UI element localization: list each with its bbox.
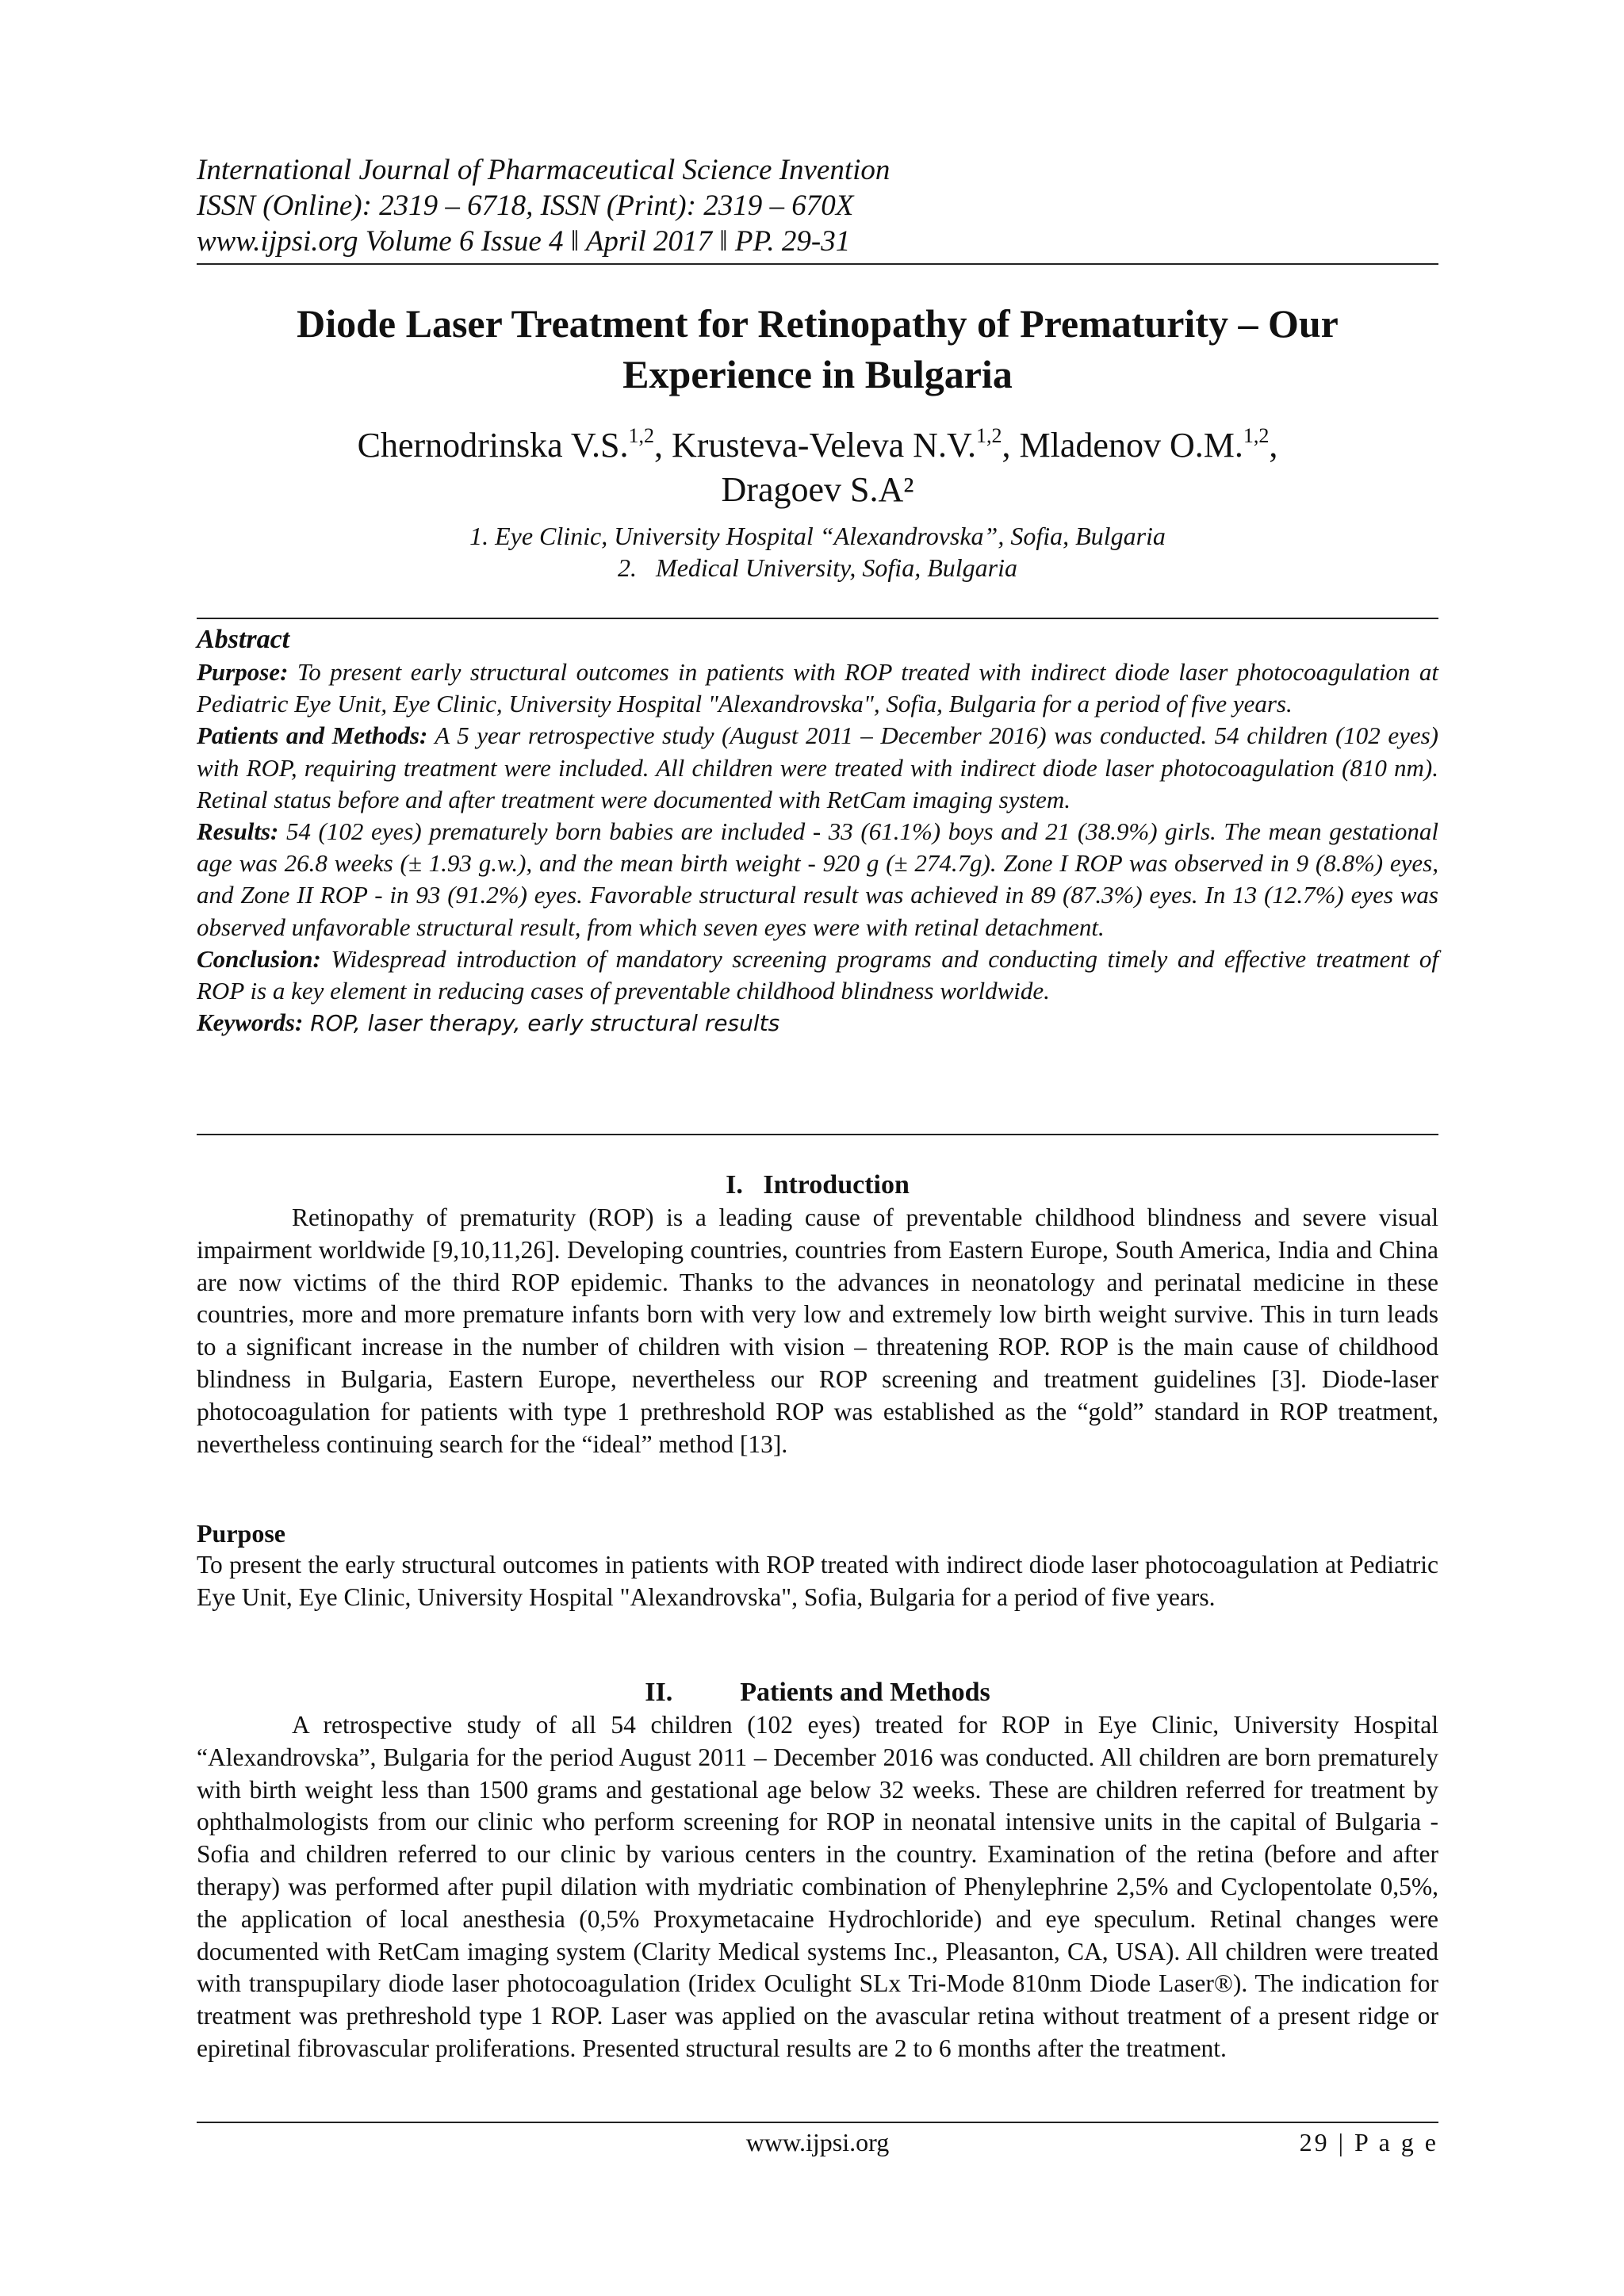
abstract-methods-text: A 5 year retrospective study (August 2011 – December 2016) was conducted. 54 children (102 eyes) with ROP, requiring treatment were included. All children were treated with indirect diode laser photocoagulation (810 nm). Retinal status before and after treatment were documented with RetCam imaging system. <box>197 721 1438 813</box>
abstract-conclusion-label: Conclusion: <box>197 944 321 973</box>
footer-url: www.ijpsi.org <box>745 2128 890 2156</box>
abstract-top-rule <box>197 618 1438 619</box>
abstract <box>197 623 1438 1039</box>
abstract-keywords <box>197 1007 1438 1039</box>
abstract-methods-label: Patients and Methods: <box>197 721 428 750</box>
title-line-1: Diode Laser Treatment for Retinopathy of Prematurity – Our <box>297 301 1339 346</box>
abstract-purpose-text: To present early structural outcomes in patients with ROP treated with indirect diode laser photocoagulation at Pediatric Eye Unit, Eye Clinic, University Hospital "Alexandrovska", Sofia, Bulgaria for a period of five years. <box>197 658 1438 718</box>
author-1-affil: 1,2 <box>628 423 654 447</box>
author-3: Mladenov O.M. <box>1019 426 1243 465</box>
author-4: Dragoev S.A² <box>721 470 914 509</box>
affiliations <box>197 520 1438 584</box>
author-list <box>197 423 1438 512</box>
purpose-body <box>197 1549 1438 1614</box>
journal-header <box>197 152 1438 259</box>
author-3-affil: 1,2 <box>1243 423 1270 447</box>
abstract-bottom-rule <box>197 1134 1438 1135</box>
title-line-2: Experience in Bulgaria <box>622 352 1013 396</box>
purpose-heading: Purpose <box>197 1519 285 1548</box>
abstract-purpose <box>197 656 1438 720</box>
author-trailing-comma: , <box>1269 426 1278 465</box>
abstract-results-label: Results: <box>197 817 279 846</box>
journal-volume: www.ijpsi.org Volume 6 Issue 4 ǁ April 2017 ǁ PP. 29-31 <box>197 225 851 258</box>
author-2: Krusteva-Veleva N.V. <box>671 426 977 465</box>
authors-line-1 <box>197 423 1438 468</box>
introduction-body <box>197 1202 1438 1460</box>
abstract-methods <box>197 720 1438 816</box>
abstract-results <box>197 816 1438 943</box>
author-sep: , <box>1002 426 1020 465</box>
purpose-paragraph: To present the early structural outcomes in patients with ROP treated with indirect diode laser photocoagulation at Pediatric Eye Unit, Eye Clinic, University Hospital "Alexandrovska", Sofia, Bulgaria for a period of five years. <box>197 1551 1438 1611</box>
abstract-results-text: 54 (102 eyes) prematurely born babies are included - 33 (61.1%) boys and 21 (38.9%) girls. The mean gestational age was 26.8 weeks (± 1.93 g.w.), and the mean birth weight - 920 g (± 274.7g). Zone I ROP was observed in 9 (8.8%) eyes, and Zone II ROP - in 93 (91.2%) eyes. Favorable structural result was achieved in 89 (87.3%) eyes. In 13 (12.7%) eyes was observed unfavorable structural result, from which seven eyes were with retinal detachment. <box>197 817 1438 941</box>
paper-title <box>197 298 1438 400</box>
keywords-text: ROP, laser therapy, early structural results <box>303 1010 780 1037</box>
footer-rule <box>197 2122 1438 2123</box>
methods-body <box>197 1709 1438 2065</box>
header-rule <box>197 263 1438 265</box>
section-heading-introduction: I. Introduction <box>726 1170 910 1200</box>
abstract-heading: Abstract <box>197 625 290 654</box>
author-sep: , <box>653 426 672 465</box>
affiliation-1: 1. Eye Clinic, University Hospital “Alexandrovska”, Sofia, Bulgaria <box>469 522 1166 550</box>
introduction-paragraph: Retinopathy of prematurity (ROP) is a leading cause of preventable childhood blindness and severe visual impairment worldwide [9,10,11,26]. Developing countries, countries from Eastern Europe, South America, India and China are now victims of the third ROP epidemic. Thanks to the advances in neonatology and perinatal medicine in these countries, more and more premature infants born with very low and extremely low birth weight survive. This in turn leads to a significant increase in the number of children with vision – threatening ROP. ROP is the main cause of childhood blindness in Bulgaria, Eastern Europe, nevertheless our ROP screening and treatment guidelines [3]. Diode-laser photocoagulation for patients with type 1 prethreshold ROP was established as the “gold” standard in ROP treatment, nevertheless continuing search for the “ideal” method [13]. <box>197 1203 1438 1458</box>
footer-page-number: 29 | P a g e <box>1299 2128 1438 2156</box>
journal-issn: ISSN (Online): 2319 – 6718, ISSN (Print): 2319 – 670X <box>197 189 854 222</box>
affiliation-2: 2. Medical University, Sofia, Bulgaria <box>618 553 1017 582</box>
abstract-purpose-label: Purpose: <box>197 658 289 686</box>
author-2-affil: 1,2 <box>976 423 1002 447</box>
methods-paragraph: A retrospective study of all 54 children (102 eyes) treated for ROP in Eye Clinic, University Hospital “Alexandrovska”, Bulgaria for the period August 2011 – December 2016 was conducted. All children are born prematurely with birth weight less than 1500 grams and gestational age below 32 weeks. These are children referred for treatment by ophthalmologists from our clinic who perform screening for ROP in neonatal intensive units in the capital of Bulgaria - Sofia and children referred to our clinic by various centers in the country. Examination of the retina (before and after therapy) was performed after pupil dilation with mydriatic combination of Phenylephrine 2,5% and Cyclopentolate 0,5%, the application of local anesthesia (0,5% Proxymetacaine Hydrochloride) and eye speculum. Retinal changes were documented with RetCam imaging system (Clarity Medical systems Inc., Pleasanton, CA, USA). All children were treated with transpupilary diode laser photocoagulation (Iridex Oculight SLx Tri-Mode 810nm Diode Laser®). The indication for treatment was prethreshold type 1 ROP. Laser was applied on the avascular retina without treatment of a present ridge or epiretinal fibrovascular proliferations. Presented structural results are 2 to 6 months after the treatment. <box>197 1711 1438 2062</box>
keywords-label: Keywords: <box>197 1008 304 1037</box>
abstract-conclusion <box>197 943 1438 1007</box>
section-heading-methods: II. Patients and Methods <box>645 1678 990 1707</box>
abstract-conclusion-text: Widespread introduction of mandatory screening programs and conducting timely and effective treatment of ROP is a key element in reducing cases of preventable childhood blindness worldwide. <box>197 944 1438 1005</box>
author-1: Chernodrinska V.S. <box>357 426 629 465</box>
journal-name: International Journal of Pharmaceutical Science Invention <box>197 154 891 186</box>
